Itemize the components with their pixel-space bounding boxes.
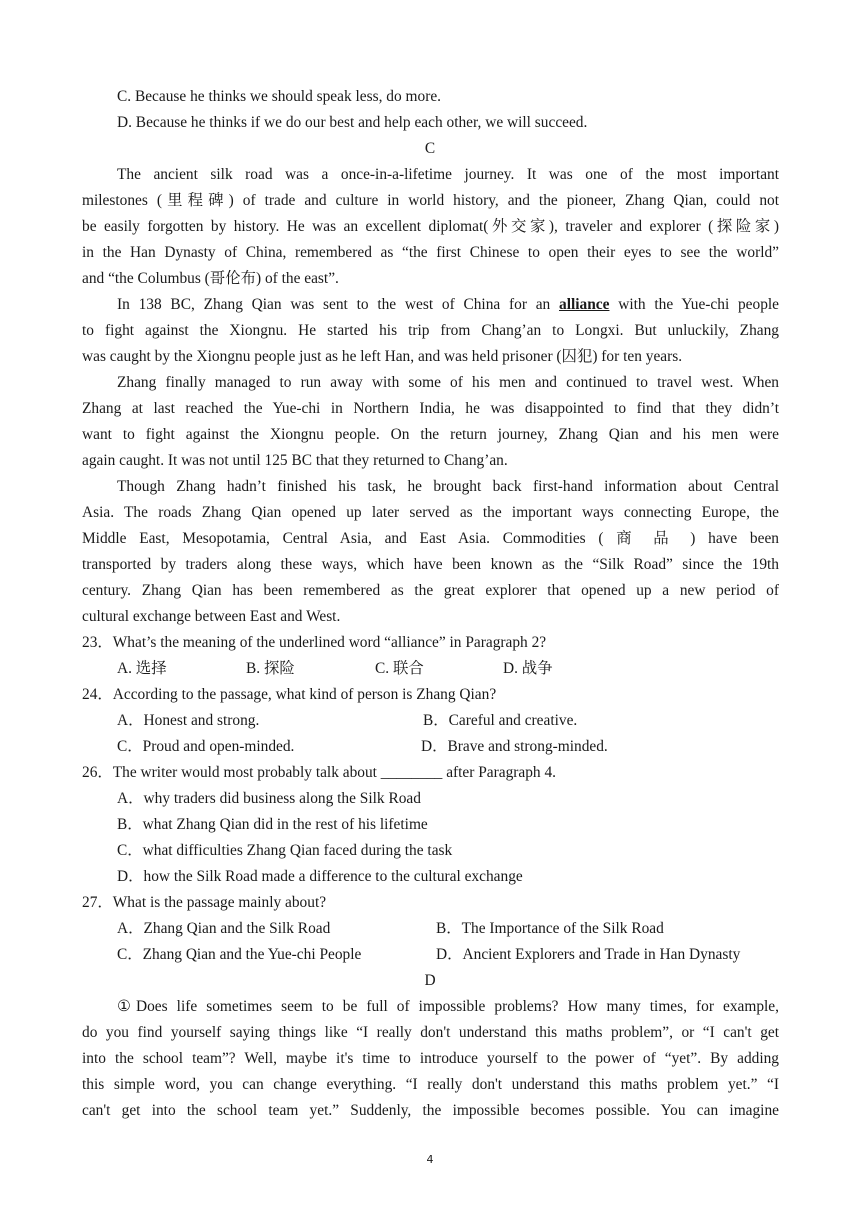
passage-line: The ancient silk road was a once-in-a-lifetime journey. It was one of the most important — [117, 166, 779, 183]
question-23-stem: 23．What’s the meaning of the underlined word “alliance” in Paragraph 2? — [82, 634, 547, 651]
passage-line: ①Does life sometimes seem to be full of impossible problems? How many times, for example, — [117, 998, 779, 1015]
passage-line: milestones (里程碑) of trade and culture in world history, and the pioneer, Zhang Qian, could not — [82, 192, 779, 209]
passage-line: Zhang finally managed to run away with some of his men and continued to travel west. When — [117, 374, 779, 391]
passage-line: do you find yourself saying things like “I really don't understand this maths problem”, or “I can't get — [82, 1024, 779, 1041]
section-d-heading: D — [424, 972, 436, 989]
question-27-stem: 27．What is the passage mainly about? — [82, 894, 327, 911]
prev-option-d: D. Because he thinks if we do our best and help each other, we will succeed. — [117, 114, 588, 131]
passage-line: In 138 BC, Zhang Qian was sent to the west of China for an alliance with the Yue-chi people — [117, 296, 780, 313]
question-24-stem: 24．According to the passage, what kind of person is Zhang Qian? — [82, 686, 497, 703]
question-23-option-a: A. 选择 — [117, 660, 167, 677]
question-26-option-c: C．what difficulties Zhang Qian faced during the task — [117, 842, 453, 859]
passage-line: cultural exchange between East and West. — [82, 608, 341, 625]
passage-line: this simple word, you can change everything. “I really don't understand this maths problem yet.” “I — [82, 1076, 779, 1093]
underlined-word-alliance: alliance — [559, 296, 610, 313]
passage-line: want to fight against the Xiongnu people. On the return journey, Zhang Qian and his men were — [82, 426, 779, 443]
question-24-option-d: D．Brave and strong-minded. — [421, 738, 608, 755]
prev-option-c: C. Because he thinks we should speak less, do more. — [117, 88, 441, 105]
question-24-option-c: C．Proud and open-minded. — [117, 738, 295, 755]
page-number: 4 — [426, 1153, 434, 1166]
section-c-heading: C — [424, 140, 436, 157]
question-26-stem: 26．The writer would most probably talk about ________ after Paragraph 4. — [82, 764, 557, 781]
question-24-option-b: B．Careful and creative. — [423, 712, 578, 729]
passage-line: to fight against the Xiongnu. He started his trip from Chang’an to Longxi. But unluckily, Zhang — [82, 322, 779, 339]
passage-line: and “the Columbus (哥伦布) of the east”. — [82, 270, 339, 287]
question-26-option-a: A．why traders did business along the Silk Road — [117, 790, 421, 807]
passage-line: in the Han Dynasty of China, remembered as “the first Chinese to open their eyes to see the world” — [82, 244, 779, 261]
passage-line: was caught by the Xiongnu people just as he left Han, and was held prisoner (囚犯) for ten years. — [82, 348, 683, 365]
passage-line: Middle East, Mesopotamia, Central Asia, and East Asia. Commodities ( 商 品 ) have been — [82, 530, 779, 547]
question-27-option-d: D．Ancient Explorers and Trade in Han Dynasty — [436, 946, 741, 963]
passage-line: again caught. It was not until 125 BC that they returned to Chang’an. — [82, 452, 508, 469]
question-27-option-b: B．The Importance of the Silk Road — [436, 920, 664, 937]
question-27-option-c: C．Zhang Qian and the Yue-chi People — [117, 946, 362, 963]
question-24-option-a: A．Honest and strong. — [117, 712, 260, 729]
question-23-option-b: B. 探险 — [246, 660, 295, 677]
passage-line: transported by traders along these ways, which have been known as the “Silk Road” since the 19th — [82, 556, 779, 573]
question-23-option-c: C. 联合 — [375, 660, 424, 677]
question-23-option-d: D. 战争 — [503, 660, 553, 677]
question-27-option-a: A．Zhang Qian and the Silk Road — [117, 920, 331, 937]
passage-line: be easily forgotten by history. He was an excellent diplomat(外交家), traveler and explorer (探险家) — [82, 218, 779, 235]
passage-line: Asia. The roads Zhang Qian opened up later served as the important ways connecting Europe, the — [82, 504, 779, 521]
passage-line: century. Zhang Qian has been remembered as the great explorer that opened up a new period of — [82, 582, 779, 599]
question-26-option-d: D．how the Silk Road made a difference to the cultural exchange — [117, 868, 523, 885]
passage-line: can't get into the school team yet.” Suddenly, the impossible becomes possible. You can imagine — [82, 1102, 779, 1119]
passage-line: into the school team”? Well, maybe it's time to introduce yourself to the power of “yet”. By adding — [82, 1050, 779, 1067]
question-26-option-b: B．what Zhang Qian did in the rest of his lifetime — [117, 816, 428, 833]
passage-line: Though Zhang hadn’t finished his task, he brought back first-hand information about Central — [117, 478, 779, 495]
passage-line: Zhang at last reached the Yue-chi in Northern India, he was disappointed to find that they didn’t — [82, 400, 779, 417]
